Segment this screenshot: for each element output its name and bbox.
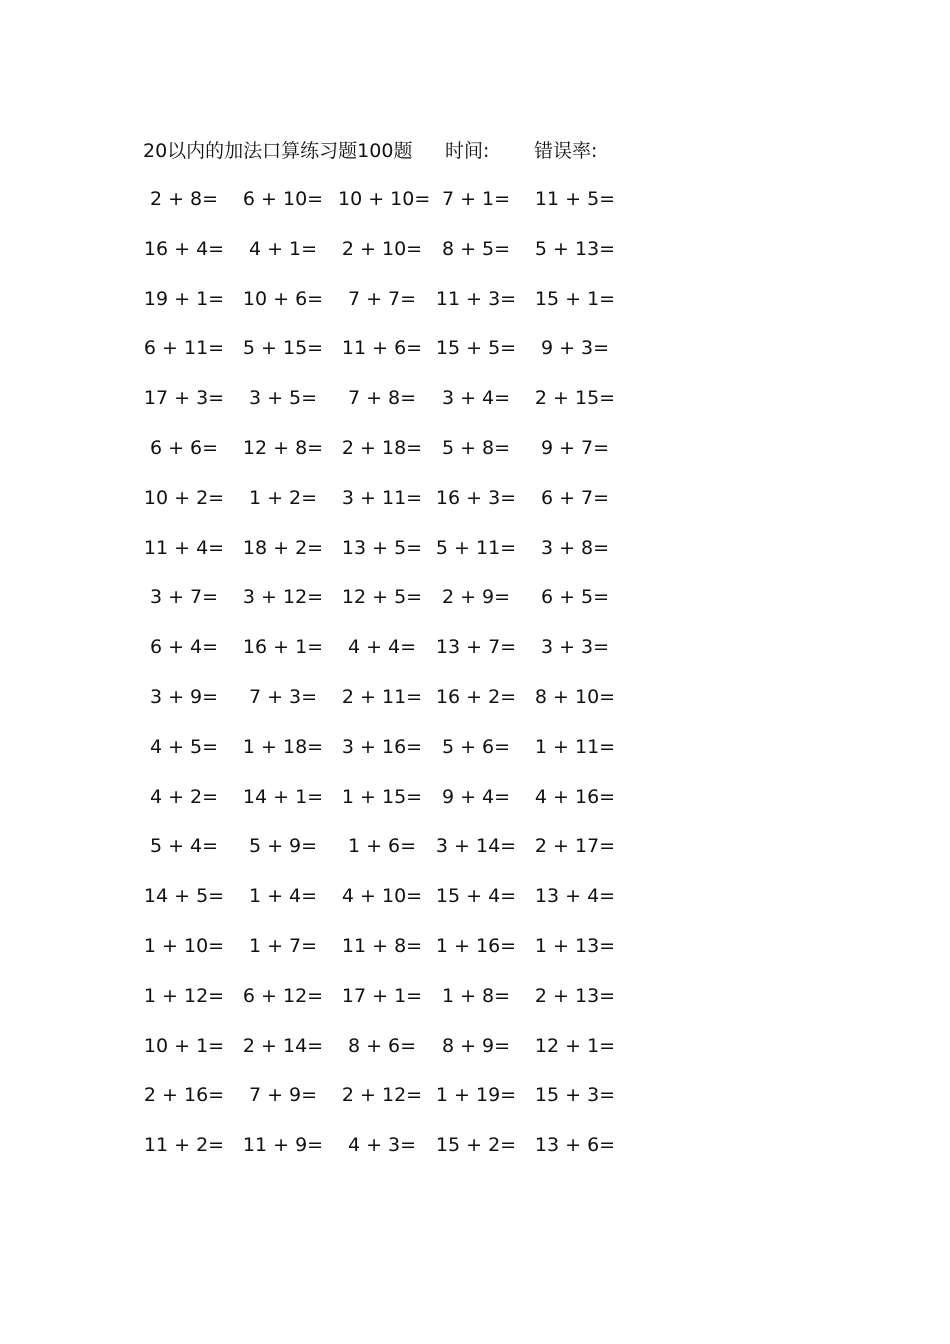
problem-row	[145, 881, 625, 931]
addition-problem: 4 + 3=	[347, 1134, 417, 1157]
addition-problem: 3 + 5=	[248, 387, 318, 410]
addition-problem: 3 + 11=	[341, 486, 423, 509]
addition-problem: 7 + 8=	[347, 387, 417, 410]
addition-problem: 8 + 6=	[347, 1034, 417, 1057]
addition-problem: 3 + 3=	[540, 636, 610, 659]
addition-problem: 5 + 11=	[435, 536, 517, 559]
worksheet-title: 20以内的加法口算练习题100题	[143, 140, 413, 162]
addition-problem: 2 + 15=	[534, 387, 616, 410]
addition-problem: 13 + 4=	[534, 885, 616, 908]
addition-problem: 5 + 8=	[441, 436, 511, 459]
addition-problem: 14 + 1=	[242, 785, 324, 808]
addition-problem: 1 + 2=	[248, 486, 318, 509]
addition-problem: 2 + 14=	[242, 1034, 324, 1057]
addition-problem: 14 + 5=	[143, 885, 225, 908]
addition-problem: 12 + 5=	[341, 586, 423, 609]
addition-problem: 2 + 8=	[149, 188, 219, 210]
addition-problem: 15 + 5=	[435, 337, 517, 360]
problem-row	[145, 234, 625, 284]
addition-problem: 2 + 12=	[341, 1084, 423, 1107]
addition-problem: 10 + 2=	[143, 486, 225, 509]
addition-problem: 11 + 6=	[341, 337, 423, 360]
addition-problem: 2 + 10=	[341, 237, 423, 260]
problem-row	[145, 732, 625, 782]
addition-problem: 13 + 6=	[534, 1134, 616, 1157]
addition-problem: 4 + 10=	[341, 885, 423, 908]
addition-problem: 11 + 8=	[341, 934, 423, 957]
addition-problem: 1 + 15=	[341, 785, 423, 808]
addition-problem: 8 + 5=	[441, 237, 511, 260]
addition-problem: 1 + 18=	[242, 735, 324, 758]
problem-row	[145, 1031, 625, 1081]
addition-problem: 16 + 2=	[435, 685, 517, 708]
time-label: 时间:	[445, 140, 490, 162]
addition-problem: 8 + 10=	[534, 685, 616, 708]
error-rate-label: 错误率:	[534, 140, 598, 162]
addition-problem: 4 + 16=	[534, 785, 616, 808]
addition-problem: 6 + 5=	[540, 586, 610, 609]
addition-problem: 1 + 8=	[441, 984, 511, 1007]
addition-problem: 6 + 10=	[242, 188, 324, 210]
addition-problem: 8 + 9=	[441, 1034, 511, 1057]
addition-problem: 3 + 4=	[441, 387, 511, 410]
addition-problem: 5 + 15=	[242, 337, 324, 360]
problem-row	[145, 383, 625, 433]
addition-problem: 4 + 4=	[347, 636, 417, 659]
addition-problem: 10 + 10=	[338, 188, 431, 210]
problem-row	[145, 981, 625, 1031]
addition-problem: 6 + 4=	[149, 636, 219, 659]
addition-problem: 15 + 3=	[534, 1084, 616, 1107]
addition-problem: 7 + 1=	[441, 188, 511, 210]
addition-problem: 3 + 16=	[341, 735, 423, 758]
addition-problem: 2 + 11=	[341, 685, 423, 708]
addition-problem: 16 + 1=	[242, 636, 324, 659]
addition-problem: 17 + 3=	[143, 387, 225, 410]
addition-problem: 15 + 2=	[435, 1134, 517, 1157]
problem-grid	[145, 184, 625, 1180]
addition-problem: 11 + 9=	[242, 1134, 324, 1157]
addition-problem: 2 + 18=	[341, 436, 423, 459]
problem-row	[145, 483, 625, 533]
addition-problem: 11 + 3=	[435, 287, 517, 310]
problem-row	[145, 831, 625, 881]
addition-problem: 15 + 1=	[534, 287, 616, 310]
problem-row	[145, 782, 625, 832]
addition-problem: 5 + 4=	[149, 835, 219, 858]
addition-problem: 6 + 12=	[242, 984, 324, 1007]
addition-problem: 11 + 4=	[143, 536, 225, 559]
addition-problem: 3 + 9=	[149, 685, 219, 708]
addition-problem: 6 + 6=	[149, 436, 219, 459]
addition-problem: 16 + 4=	[143, 237, 225, 260]
addition-problem: 1 + 16=	[435, 934, 517, 957]
addition-problem: 5 + 6=	[441, 735, 511, 758]
addition-problem: 12 + 8=	[242, 436, 324, 459]
problem-row	[145, 632, 625, 682]
addition-problem: 3 + 7=	[149, 586, 219, 609]
addition-problem: 2 + 16=	[143, 1084, 225, 1107]
addition-problem: 2 + 17=	[534, 835, 616, 858]
addition-problem: 3 + 14=	[435, 835, 517, 858]
addition-problem: 2 + 9=	[441, 586, 511, 609]
addition-problem: 16 + 3=	[435, 486, 517, 509]
addition-problem: 10 + 1=	[143, 1034, 225, 1057]
addition-problem: 13 + 5=	[341, 536, 423, 559]
addition-problem: 1 + 6=	[347, 835, 417, 858]
addition-problem: 1 + 4=	[248, 885, 318, 908]
addition-problem: 7 + 9=	[248, 1084, 318, 1107]
addition-problem: 10 + 6=	[242, 287, 324, 310]
addition-problem: 7 + 7=	[347, 287, 417, 310]
addition-problem: 15 + 4=	[435, 885, 517, 908]
addition-problem: 1 + 7=	[248, 934, 318, 957]
problem-row	[145, 533, 625, 583]
addition-problem: 11 + 2=	[143, 1134, 225, 1157]
addition-problem: 1 + 13=	[534, 934, 616, 957]
addition-problem: 9 + 3=	[540, 337, 610, 360]
addition-problem: 9 + 4=	[441, 785, 511, 808]
problem-row	[145, 1130, 625, 1180]
problem-row	[145, 184, 625, 234]
addition-problem: 5 + 13=	[534, 237, 616, 260]
addition-problem: 18 + 2=	[242, 536, 324, 559]
addition-problem: 11 + 5=	[534, 188, 616, 210]
addition-problem: 3 + 8=	[540, 536, 610, 559]
addition-problem: 1 + 12=	[143, 984, 225, 1007]
addition-problem: 4 + 5=	[149, 735, 219, 758]
worksheet-header	[143, 136, 598, 166]
problem-row	[145, 333, 625, 383]
addition-problem: 3 + 12=	[242, 586, 324, 609]
addition-problem: 6 + 7=	[540, 486, 610, 509]
addition-problem: 19 + 1=	[143, 287, 225, 310]
addition-problem: 7 + 3=	[248, 685, 318, 708]
problem-row	[145, 1080, 625, 1130]
addition-problem: 1 + 10=	[143, 934, 225, 957]
addition-problem: 12 + 1=	[534, 1034, 616, 1057]
addition-problem: 2 + 13=	[534, 984, 616, 1007]
addition-problem: 1 + 11=	[534, 735, 616, 758]
addition-problem: 4 + 1=	[248, 237, 318, 260]
addition-problem: 17 + 1=	[341, 984, 423, 1007]
addition-problem: 13 + 7=	[435, 636, 517, 659]
addition-problem: 9 + 7=	[540, 436, 610, 459]
problem-row	[145, 682, 625, 732]
problem-row	[145, 433, 625, 483]
addition-problem: 4 + 2=	[149, 785, 219, 808]
addition-problem: 1 + 19=	[435, 1084, 517, 1107]
addition-problem: 6 + 11=	[143, 337, 225, 360]
problem-row	[145, 931, 625, 981]
problem-row	[145, 284, 625, 334]
addition-problem: 5 + 9=	[248, 835, 318, 858]
problem-row	[145, 582, 625, 632]
